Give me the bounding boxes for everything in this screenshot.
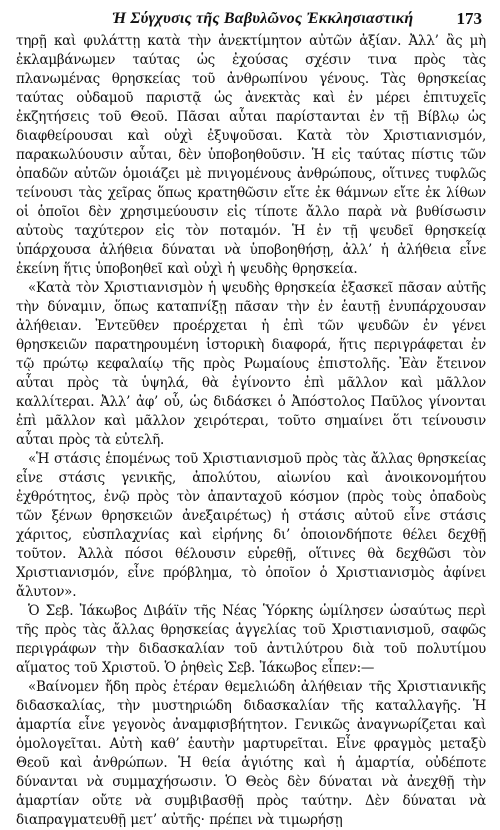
paragraph: «Ἡ στάσις ἑπομένως τοῦ Χριστιανισμοῦ πρὸς τὰς ἄλλας θρησκείας εἶνε στάσις γενικῆς, ἀπολύτου, αἰωνίου καὶ ἀνοικονομήτου ἐχθρότητος, ἐνῷ πρὸς τὸν ἀπανταχοῦ κόσμον (πρὸς τοὺς ὀπαδοὺς τῶν ξένων θρησκειῶν ἀνεξαιρέτως) ἡ στάσις αὐτοῦ εἶνε στάσις χάριτος, εὐσπλαχνίας καὶ εἰρήνης δι’ ὁποιονδήποτε θέλει δεχθῇ τοῦτον. Ἀλλὰ πόσοι θέλουσιν εὑρεθῇ, οἵτινες θὰ δεχθῶσι τὸν Χριστιανισμόν, εἶνε πρόβλημα, τὸ ὁποῖον ὁ Χριστιανισμὸς ἀφίνει ἄλυτον». — [16, 451, 486, 600]
page-header — [16, 6, 486, 32]
paragraph: «Βαίνομεν ἤδη πρὸς ἑτέραν θεμελιώδη ἀλήθειαν τῆς Χριστιανικῆς διδασκαλίας, τὴν μυστηριώδη διδασκαλίαν τῆς καταλλαγῆς. Ἡ ἁμαρτία εἶνε γεγονὸς ἀναμφισβήτητον. Γενικῶς ἀναγνωρίζεται καὶ ὁμολογεῖται. Αὐτὴ καθ’ ἑαυτὴν μαρτυρεῖται. Εἶνε φραγμὸς μεταξὺ Θεοῦ καὶ ἀνθρώπων. Ἡ θεία ἁγιότης καὶ ἡ ἁμαρτία, οὐδέποτε δύνανται νὰ συμμαχήσωσιν. Ὁ Θεὸς δὲν δύναται νὰ ἀνεχθῇ τὴν ἁμαρτίαν οὔτε νὰ συμβιβασθῇ πρὸς ταύτην. Δὲν δύναται νὰ διαπραγματευθῇ μετ’ αὐτῆς· πρέπει νὰ τιμωρήσῃ — [16, 679, 486, 828]
paragraph: «Κατὰ τὸν Χριστιανισμὸν ἡ ψευδὴς θρησκεία ἐξασκεῖ πᾶσαν αὐτῆς τὴν δύναμιν, ὅπως καταπνίξῃ πᾶσαν τὴν ἐν ἑαυτῇ ἐνυπάρχουσαν ἀλήθειαν. Ἐντεῦθεν προέρχεται ἡ ἐπὶ τῶν ψευδῶν ἐν γένει θρησκειῶν παρατηρουμένη ἱστορικὴ διαφορά, ἥτις περιγράφεται ἐν τῷ πρώτῳ κεφαλαίῳ τῆς πρὸς Ρωμαίους ἐπιστολῆς. Ἐὰν ἔτεινον αὗται πρὸς τὰ ὑψηλά, θὰ ἐγίνοντο ἐπὶ μᾶλλον καὶ μᾶλλον καλλίτεραι. Ἀλλ’ ἀφ’ οὗ, ὡς διδάσκει ὁ Ἀπόστολος Παῦλος γίνονται ἐπὶ μᾶλλον καὶ μᾶλλον χειρότεραι, τοῦτο σημαίνει ὅτι τείνουσιν αὗται πρὸς τὰ εὐτελῆ. — [16, 280, 486, 448]
body-text — [16, 32, 486, 830]
running-head: Ἡ Σύγχυσις τῆς Βαβυλῶνος Ἐκκλησιαστική — [112, 10, 414, 27]
paragraph: τηρῇ καὶ φυλάττῃ κατὰ τὴν ἀνεκτίμητον αὐτῶν ἀξίαν. Ἀλλ’ ἂς μὴ ἐκλαμβάνωμεν ταύτας ὡς ἐχούσας σχέσιν τινα πρὸς τὰς πλανωμένας θρησκείας τοῦ ἀνθρωπίνου γένους. Τὰς θρησκείας ταύτας οὐδαμοῦ παριστᾷ ὡς ἀνεκτὰς καὶ ἐν μέρει ἐπιτυχεῖς ἐκζητήσεις τοῦ Θεοῦ. Πᾶσαι αὗται παρίστανται ἐν τῇ Βίβλῳ ὡς διαφθείρουσαι καὶ οὐχὶ ἐξυψοῦσαι. Κατὰ τὸν Χριστιανισμόν, παρακωλύουσιν αὗται, δὲν ὑποβοηθοῦσιν. Ἡ εἰς ταύτας πίστις τῶν ὀπαδῶν αὐτῶν ὁμοιάζει μὲ πνιγομένους ἀνθρώπους, οἵτινες τυφλῶς τείνουσι τὰς χεῖρας ὅπως κρατηθῶσιν εἴτε ἐκ θάμνων εἴτε ἐκ λίθων οἱ ὁποῖοι δὲν χρησιμεύουσιν εἰς τίποτε ἄλλο παρὰ νὰ βυθίσωσιν αὐτοὺς ταχύτερον εἰς τὸν ποταμόν. Ἡ ἐν τῇ ψευδεῖ θρησκείᾳ ὑπάρχουσα ἀλήθεια δύναται νὰ ὑποβοηθήσῃ, ἀλλ’ ἡ ἀλήθεια εἶνε ἐκείνη ἥτις ὑποβοηθεῖ καὶ οὐχὶ ἡ ψευδὴς θρησκεία. — [16, 33, 486, 277]
page-number: 173 — [456, 9, 482, 28]
paragraph: Ὁ Σεβ. Ἰάκωβος Διβάϊν τῆς Νέας Ὑόρκης ὡμίλησεν ὡσαύτως περὶ τῆς πρὸς τὰς ἄλλας θρησκείας ἀγγελίας τοῦ Χριστιανισμοῦ, σαφῶς περιγράφων τὴν διδασκαλίαν τοῦ ἀντιλύτρου διὰ τοῦ πολυτίμου αἵματος τοῦ Χριστοῦ. Ὁ ῥηθεὶς Σεβ. Ἰάκωβος εἶπεν:— — [16, 603, 486, 676]
